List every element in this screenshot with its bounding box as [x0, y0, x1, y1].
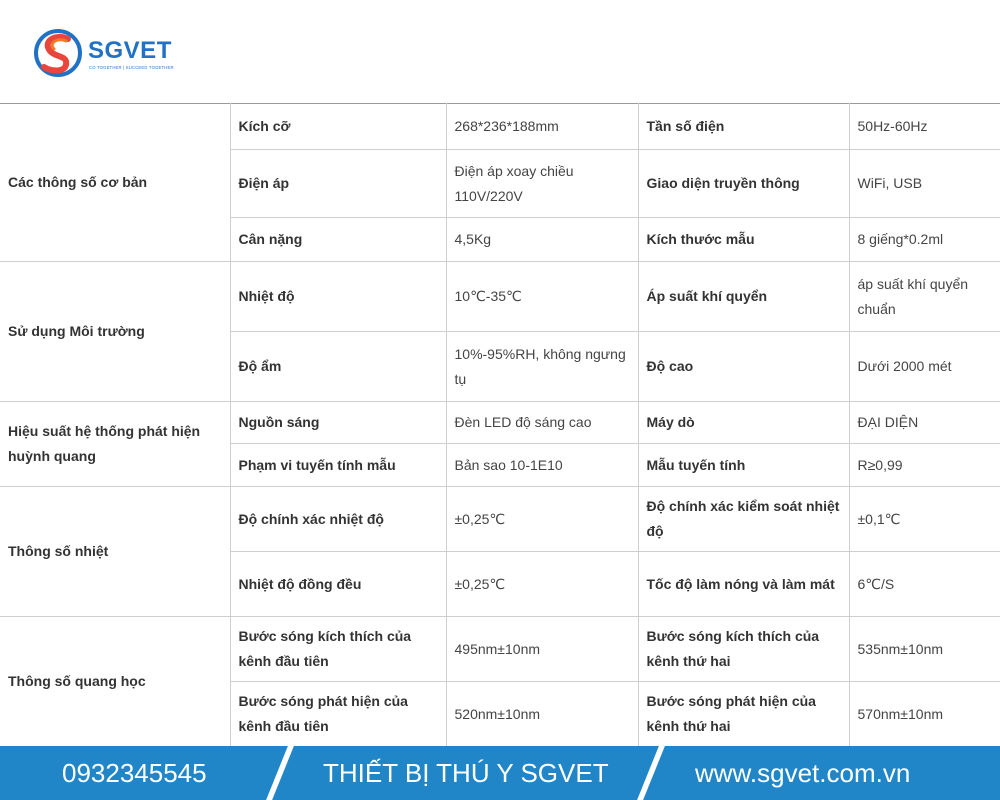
spec-value: 535nm±10nm	[849, 617, 1000, 682]
spec-label: Độ ẩm	[230, 332, 446, 402]
spec-value: 520nm±10nm	[446, 682, 638, 747]
spec-label: Mẫu tuyến tính	[638, 444, 849, 487]
table-row	[0, 617, 1000, 682]
spec-value: R≥0,99	[849, 444, 1000, 487]
brand-slogan: CO TOGETHER | SUCCEED TOGETHER	[89, 65, 174, 70]
spec-label: Tần số điện	[638, 104, 849, 150]
spec-label: Kích cỡ	[230, 104, 446, 150]
spec-value: ±0,25℃	[446, 487, 638, 552]
spec-value: 570nm±10nm	[849, 682, 1000, 747]
group-label: Các thông số cơ bản	[0, 104, 230, 262]
spec-label: Nguồn sáng	[230, 402, 446, 444]
footer-divider	[266, 746, 294, 800]
spec-label: Cân nặng	[230, 218, 446, 262]
spec-label: Bước sóng kích thích của kênh thứ hai	[638, 617, 849, 682]
table-row	[0, 262, 1000, 332]
spec-value: áp suất khí quyển chuẩn	[849, 262, 1000, 332]
footer-website[interactable]: www.sgvet.com.vn	[695, 758, 911, 788]
footer-divider	[637, 746, 665, 800]
group-label: Hiệu suất hệ thống phát hiện huỳnh quang	[0, 402, 230, 487]
spec-label: Bước sóng phát hiện của kênh đầu tiên	[230, 682, 446, 747]
spec-value: 8 giếng*0.2ml	[849, 218, 1000, 262]
spec-label: Giao diện truyền thông	[638, 150, 849, 218]
spec-label: Tốc độ làm nóng và làm mát	[638, 552, 849, 617]
spec-label: Áp suất khí quyển	[638, 262, 849, 332]
spec-table	[0, 103, 1000, 747]
spec-value: Dưới 2000 mét	[849, 332, 1000, 402]
table-row	[0, 104, 1000, 150]
spec-label: Độ chính xác nhiệt độ	[230, 487, 446, 552]
header	[0, 0, 1000, 103]
spec-label: Bước sóng kích thích của kênh đầu tiên	[230, 617, 446, 682]
spec-label: Nhiệt độ	[230, 262, 446, 332]
spec-value: 10%-95%RH, không ngưng tụ	[446, 332, 638, 402]
brand-name: SGVET	[88, 37, 172, 64]
footer-phone[interactable]: 0932345545	[62, 758, 207, 788]
group-label: Thông số quang học	[0, 617, 230, 747]
spec-label: Máy dò	[638, 402, 849, 444]
spec-label: Độ cao	[638, 332, 849, 402]
spec-label: Nhiệt độ đồng đều	[230, 552, 446, 617]
spec-value: Đèn LED độ sáng cao	[446, 402, 638, 444]
spec-label: Phạm vi tuyến tính mẫu	[230, 444, 446, 487]
footer-bar	[0, 746, 1000, 800]
spec-value: 10℃-35℃	[446, 262, 638, 332]
table-row	[0, 487, 1000, 552]
spec-value: 4,5Kg	[446, 218, 638, 262]
spec-value: Điện áp xoay chiều 110V/220V	[446, 150, 638, 218]
footer-title: THIẾT BỊ THÚ Y SGVET	[323, 758, 609, 788]
spec-value: ±0,1℃	[849, 487, 1000, 552]
sgvet-logo-icon	[32, 25, 84, 81]
spec-label: Điện áp	[230, 150, 446, 218]
spec-value: WiFi, USB	[849, 150, 1000, 218]
group-label: Thông số nhiệt	[0, 487, 230, 617]
logo	[32, 25, 192, 81]
spec-value: 6℃/S	[849, 552, 1000, 617]
group-label: Sử dụng Môi trường	[0, 262, 230, 402]
spec-value: 50Hz-60Hz	[849, 104, 1000, 150]
table-row	[0, 402, 1000, 444]
spec-label: Kích thước mẫu	[638, 218, 849, 262]
spec-value: ±0,25℃	[446, 552, 638, 617]
spec-value: 495nm±10nm	[446, 617, 638, 682]
spec-value: Bản sao 10-1E10	[446, 444, 638, 487]
spec-value: 268*236*188mm	[446, 104, 638, 150]
spec-label: Độ chính xác kiểm soát nhiệt độ	[638, 487, 849, 552]
spec-label: Bước sóng phát hiện của kênh thứ hai	[638, 682, 849, 747]
spec-value: ĐẠI DIỆN	[849, 402, 1000, 444]
